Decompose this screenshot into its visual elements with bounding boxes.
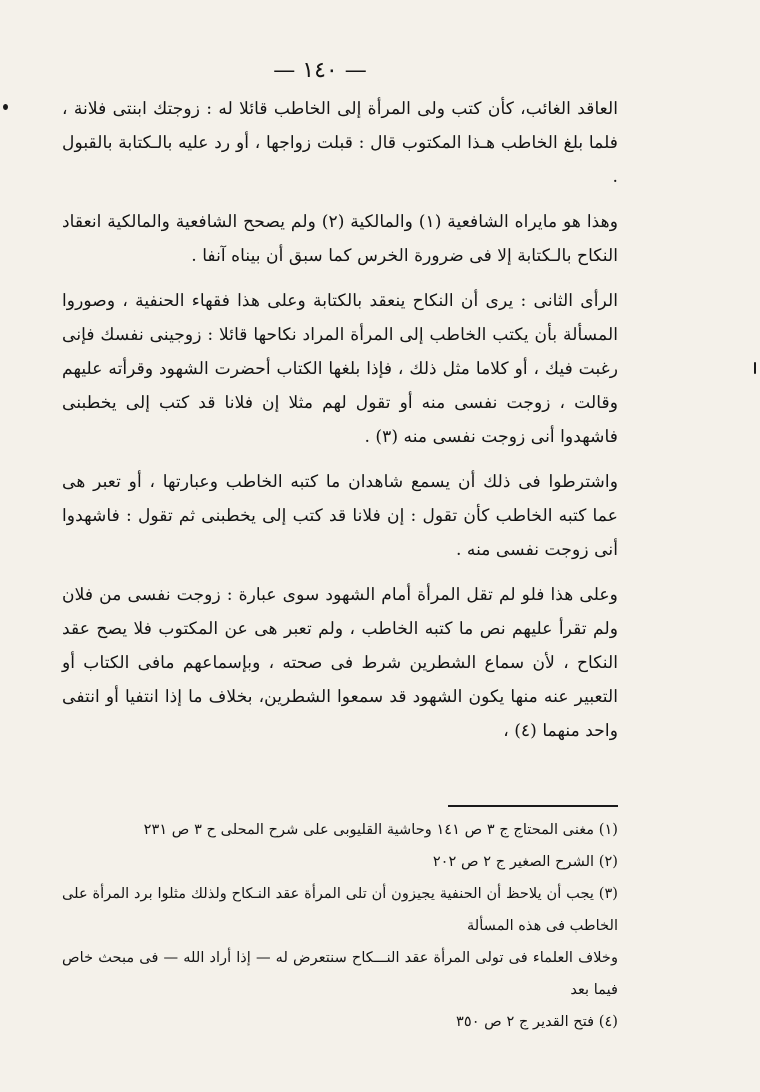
footnote: (٤) فتح القدير ج ٢ ص ٣٥٠ — [456, 1013, 618, 1030]
footnote: (٢) الشرح الصغير ج ٢ ص ٢٠٢ — [432, 853, 618, 870]
scan-speck — [3, 104, 8, 110]
main-text — [62, 92, 618, 759]
paragraph: العاقد الغائب، كأن كتب ولى المرأة إلى الخاطب قائلا له : زوجتك ابنتى فلانة ، فلما بلغ الخاطب هـذا المكتوب قال : قبلت زواجها ، أو رد عليه بالـكتابة بالقبول . — [62, 99, 618, 187]
paragraph: واشترطوا فى ذلك أن يسمع شاهدان ما كتبه الخاطب وعبارتها ، أو تعبر هى عما كتبه الخاطب كأن تقول : إن فلانا قد كتب إلى يخطبنى ثم تقول : فاشهدوا أنى زوجت نفسى منه . — [62, 472, 618, 560]
scan-speck — [754, 362, 756, 374]
footnotes — [62, 814, 618, 1038]
footnote: (١) مغنى المحتاج ج ٣ ص ١٤١ وحاشية القليوبى على شرح المحلى ح ٣ ص ٢٣١ — [143, 821, 618, 838]
paragraph: وعلى هذا فلو لم تقل المرأة أمام الشهود سوى عبارة : زوجت نفسى من فلان ولم تقرأ عليهم نص ما كتبه الخاطب ، ولم تعبر هى عن المكتوب فلا يصح عقد النكاح ، لأن سماع الشطرين شرط فى صحته ، وبإسماعهم مافى الكتاب أو التعبير عنه منها يكون الشهود قد سمعوا الشطرين، بخلاف ما إذا انتفيا أو انتفى واحد منهما (٤) ، — [62, 585, 618, 741]
footnote: وخلاف العلماء فى تولى المرأة عقد النـــكاح سنتعرض له — إذا أراد الله — فى مبحث خاص فيما بعد — [62, 949, 618, 998]
footnote-divider — [448, 805, 618, 807]
paragraph: الرأى الثانى : يرى أن النكاح ينعقد بالكتابة وعلى هذا فقهاء الحنفية ، وصوروا المسألة بأن يكتب الخاطب إلى المرأة المراد نكاحها قائلا : زوجينى نفسك فإنى رغبت فيك ، أو كلاما مثل ذلك ، فإذا بلغها الكتاب أحضرت الشهود وقرأته عليهم وقالت ، زوجت نفسى منه أو تقول لهم مثلا إن فلانا قد كتب إلى يخطبنى فاشهدوا أنى زوجت نفسى منه (٣) . — [62, 291, 618, 447]
paragraph: وهذا هو مايراه الشافعية (١) والمالكية (٢) ولم يصحح الشافعية والمالكية انعقاد النكاح بالـكتابة إلا فى ضرورة الخرس كما سبق أن بيناه آنفا . — [62, 212, 618, 266]
page-number: — ١٤٠ — — [273, 58, 367, 83]
footnote: (٣) يجب أن يلاحظ أن الحنفية يجيزون أن تلى المرأة عقد النـكاح ولذلك مثلوا برد المرأة على الخاطب فى هذه المسألة — [62, 885, 618, 934]
